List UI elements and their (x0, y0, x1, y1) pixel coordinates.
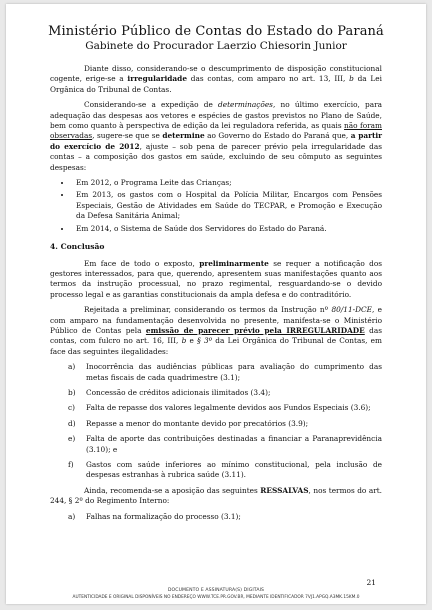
authenticity-line: AUTENTICIDADE E ORIGINAL DISPONÍVEIS NO ENDEREÇO WWW.TCE.PR.GOV.BR, MEDIANTE IDENTIFICADOR 7VJ1.APGQ.A3MK.15KM.0 (72, 595, 360, 600)
document-page (6, 4, 426, 604)
document-body (50, 64, 382, 527)
list-item: • Em 2013, os gastos com o Hospital da Polícia Militar, Encargos com Pensões Especiais, Gestão de Atividades em Saúde do TECPAR, e Promoção e Execução da Defesa Sanitária Animal; (72, 190, 382, 221)
paragraph-parecer: Rejeitada a preliminar, considerando os termos da Instrução nº 80/11-DCE, e com amparo na fundamentação desenvolvida no presente, manifesta-se o Ministério Público de Contas pela emissão de parecer prévio pela IRREGULARIDADE das contas, com fulcro no art. 16, III, b e § 3º da Lei Orgânica do Tribunal de Contas, em face das seguintes ilegalidades: (50, 305, 383, 356)
list-item: d) Repasse a menor do montante devido por precatórios (3.9); (68, 418, 309, 428)
page-number: 21 (366, 578, 376, 587)
paragraph-ressalvas: Ainda, recomenda-se a aposição das seguintes RESSALVAS, nos termos do art. 244, § 2º do Regimento Interno: (50, 485, 382, 506)
list-item: b) Concessão de créditos adicionais ilimitados (3.4); (68, 387, 271, 397)
illegalities-list (50, 362, 382, 481)
list-item: a) Falhas na formalização do processo (3.1); (68, 511, 241, 521)
list-item: f) Gastos com saúde inferiores ao mínimo constitucional, pela inclusão de despesas estranhas à rubrica saúde (3.11). (68, 460, 382, 480)
ressalvas-list (50, 512, 382, 522)
digital-signature-line: DOCUMENTO E ASSINATURA(S) DIGITAIS (167, 588, 265, 593)
list-item: • Em 2014, o Sistema de Saúde dos Servidores do Estado do Paraná. (72, 224, 382, 234)
page-header-title: Ministério Público de Contas do Estado do Paraná (48, 24, 384, 39)
list-item: • Em 2012, o Programa Leite das Crianças; (72, 178, 382, 188)
paragraph-preliminar: Em face de todo o exposto, preliminarmente se requer a notificação dos gestores interessados, para que, querendo, apresentem suas manifestações quanto aos termos da instrução processual, no prazo regimental, resguardando-se o devido processo legal e as garantias constitucionais da ampla defesa e do contraditório. (50, 258, 383, 299)
excluded-expenses-list (50, 178, 382, 234)
page-header-subtitle: Gabinete do Procurador Laerzio Chiesorin Junior (85, 40, 347, 52)
list-item: e) Falta de aporte das contribuições destinadas a financiar a Paranaprevidência (3.10); e (68, 434, 382, 454)
list-item: a) Inocorrência das audiências públicas para avaliação do cumprimento das metas fiscais de cada quadrimestre (3.1); (68, 362, 382, 382)
paragraph-determinacoes: Considerando-se a expedição de determinações, no último exercício, para adequação das despesas aos vetores e espécies de gastos previstos no Plano de Saúde, bem como quanto à perspectiva de edição da lei reguladora referida, as quais não foram observadas, sugere-se que se determine ao Governo do Estado do Paraná que, a partir do exercício de 2012, ajuste – sob pena de parecer prévio pela irregularidade das contas – a composição dos gastos em saúde, excluindo de seu cômputo as seguintes despesas: (50, 100, 383, 172)
section-heading-conclusao: 4. Conclusão (50, 242, 105, 252)
paragraph-irregularidade: Diante disso, considerando-se o descumprimento de disposição constitucional cogente, erige-se a irregularidade das contas, com amparo no art. 13, III, b da Lei Orgânica do Tribunal de Contas. (50, 64, 382, 94)
list-item: c) Falta de repasse dos valores legalmente devidos aos Fundos Especiais (3.6); (68, 403, 371, 413)
